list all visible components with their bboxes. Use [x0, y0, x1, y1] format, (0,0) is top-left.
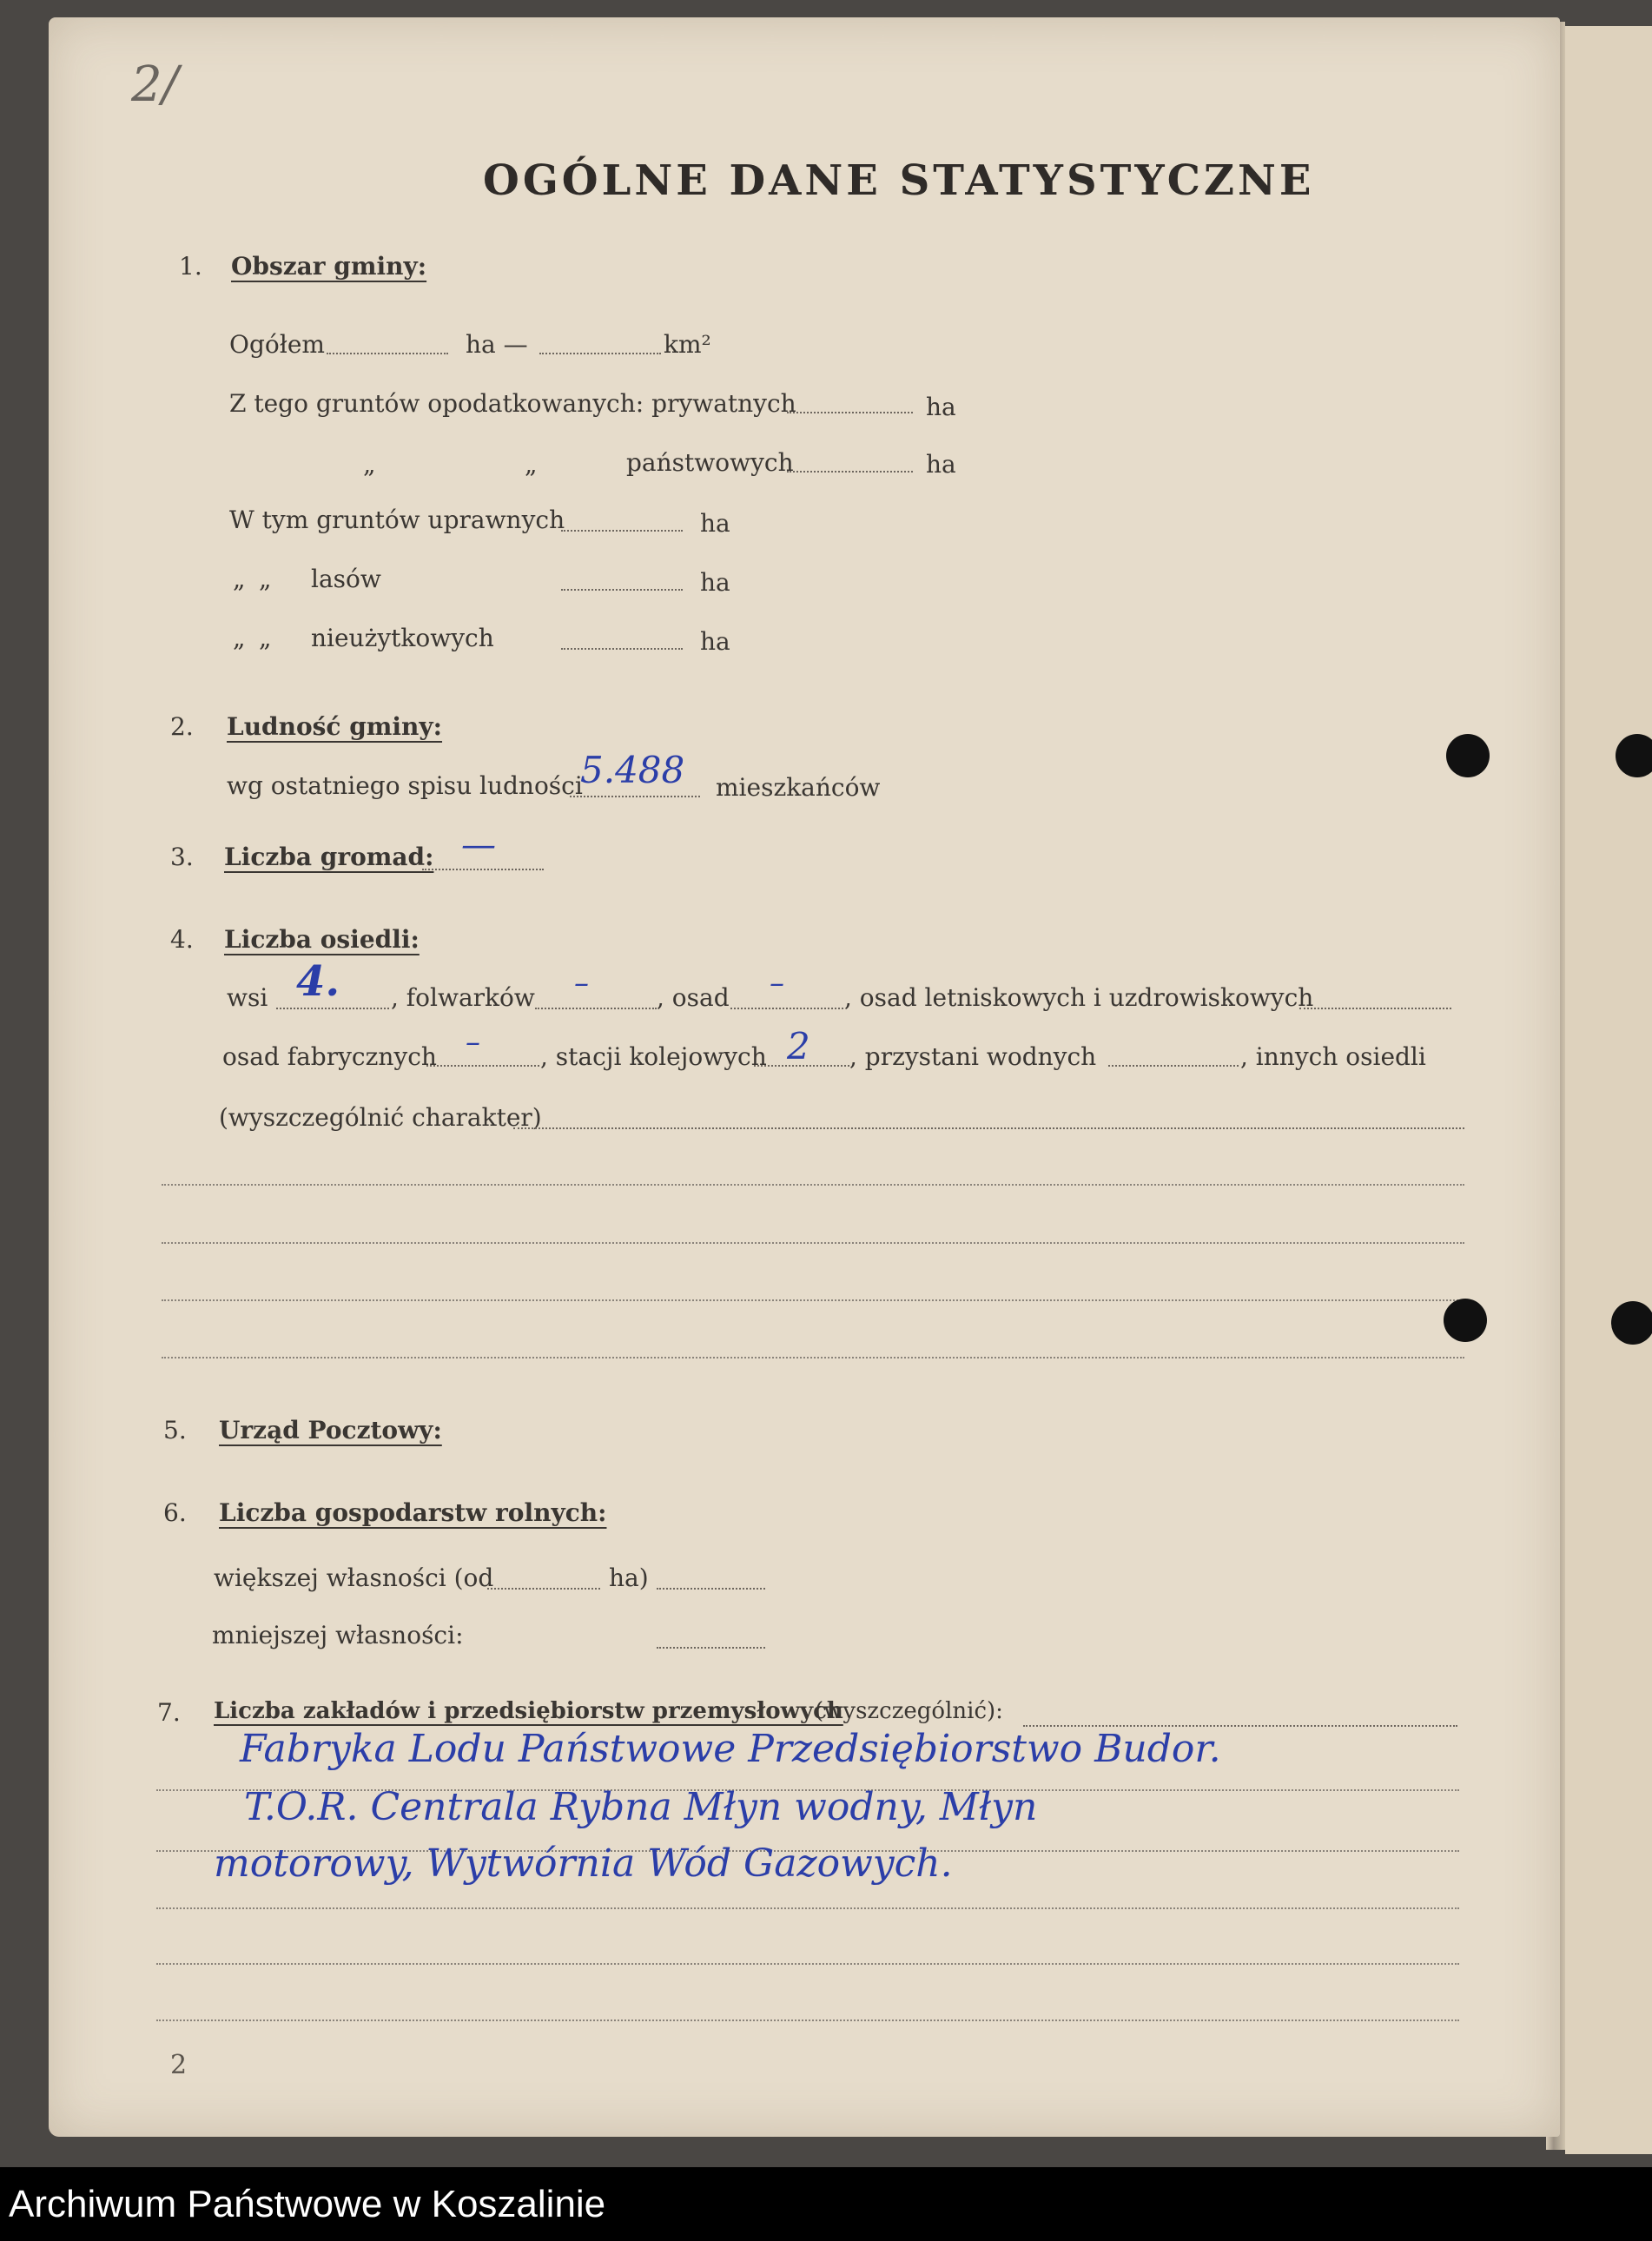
section-5-heading: Urząd Pocztowy:	[219, 1416, 442, 1444]
blank-line	[162, 1299, 1464, 1301]
ditto-mark: „	[259, 624, 272, 652]
panstwowych-field	[787, 471, 913, 473]
adjacent-page-edge	[1565, 26, 1652, 2154]
punch-hole	[1446, 734, 1490, 777]
punch-hole	[1611, 1301, 1652, 1345]
section-7-heading: Liczba zakładów i przedsiębiorstw przemysłowych	[214, 1698, 843, 1724]
ditto-mark: „	[233, 565, 246, 593]
section-7-number: 7.	[157, 1698, 181, 1727]
lasow-label: lasów	[311, 565, 381, 593]
folwarkow-field	[535, 1008, 657, 1009]
folwarkow-value: –	[574, 966, 589, 1001]
writing-line	[156, 1907, 1459, 1909]
przystani-field	[1108, 1065, 1239, 1067]
w-tym-label: W tym gruntów uprawnych	[229, 506, 565, 534]
ditto-mark: „	[233, 624, 246, 652]
section-1-heading: Obszar gminy:	[231, 252, 427, 281]
section-2-heading: Ludność gminy:	[227, 712, 443, 741]
punch-hole	[1444, 1299, 1487, 1342]
gromady-field	[422, 869, 544, 870]
gromady-value: —	[461, 825, 496, 865]
nieuzytkowych-label: nieużytkowych	[311, 624, 494, 652]
wg-spisu-label: wg ostatniego spisu ludności	[227, 771, 583, 800]
ogolem-label: Ogółem	[229, 330, 325, 359]
stacji-label: , stacji kolejowych	[540, 1042, 767, 1071]
prywatnych-ha: ha	[926, 393, 956, 421]
punch-hole	[1616, 734, 1652, 777]
handwritten-line-3: motorowy, Wytwórnia Wód Gazowych.	[214, 1841, 953, 1886]
wiekszej-field	[657, 1588, 765, 1590]
prywatnych-field	[787, 412, 913, 413]
wiekszej-label: większej własności (od	[214, 1563, 494, 1592]
fabrycznych-label: osad fabrycznych	[222, 1042, 437, 1071]
wyszczegolnic-label: (wyszczególnić charakter)	[219, 1103, 542, 1132]
letniskowych-label: , osad letniskowych i uzdrowiskowych	[844, 983, 1314, 1012]
section-6-heading: Liczba gospodarstw rolnych:	[219, 1498, 607, 1527]
blank-line	[162, 1184, 1464, 1186]
mniejszej-field	[657, 1647, 765, 1649]
mieszkancow-label: mieszkańców	[716, 773, 881, 802]
page-number: 2	[170, 2050, 188, 2080]
document-page	[49, 17, 1560, 2137]
handwritten-line-1: Fabryka Lodu Państwowe Przedsiębiorstwo Budor.	[240, 1727, 1221, 1771]
section-7-wyszczegolnic: (wyszczególnić):	[815, 1698, 1003, 1724]
osad-label: , osad	[657, 983, 730, 1012]
handwritten-line-2: T.O.R. Centrala Rybna Młyn wodny, Młyn	[244, 1785, 1038, 1829]
page-title: OGÓLNE DANE STATYSTYCZNE	[483, 156, 1315, 205]
km2-label: km²	[664, 330, 711, 359]
osad-field	[730, 1008, 843, 1009]
corner-mark: 2/	[131, 56, 179, 113]
letniskowych-field	[1299, 1008, 1451, 1009]
section-3-heading: Liczba gromad:	[224, 843, 434, 871]
wsi-value: 4.	[296, 957, 340, 1006]
ditto-mark: „	[259, 565, 272, 593]
mniejszej-label: mniejszej własności:	[212, 1621, 464, 1649]
section-4-heading: Liczba osiedli:	[224, 925, 420, 954]
fabrycznych-field	[426, 1065, 539, 1067]
wsi-label: wsi	[227, 983, 268, 1012]
ditto-mark: „	[363, 450, 376, 479]
uprawnych-ha: ha	[700, 509, 730, 538]
section-5-number: 5.	[163, 1416, 187, 1444]
ogolem-ha-field	[327, 353, 448, 354]
innych-label: , innych osiedli	[1240, 1042, 1426, 1071]
section-2-number: 2.	[170, 712, 194, 741]
writing-line	[156, 2020, 1459, 2021]
lasow-field	[561, 589, 683, 591]
ludnosc-value: 5.488	[580, 749, 685, 791]
charakter-field	[513, 1127, 1464, 1129]
ha-paren-label: ha)	[609, 1563, 649, 1592]
uprawnych-field	[561, 530, 683, 532]
panstwowych-ha: ha	[926, 450, 956, 479]
writing-line	[156, 1963, 1459, 1965]
osad-value: –	[770, 966, 784, 1001]
nieuzytkowych-field	[561, 648, 683, 650]
ha-dash-label: ha —	[466, 330, 528, 359]
nieuzytkowych-ha: ha	[700, 627, 730, 656]
archive-caption: Archiwum Państwowe w Koszalinie	[0, 2167, 1652, 2241]
folwarkow-label: , folwarków	[391, 983, 535, 1012]
ogolem-km-field	[539, 353, 661, 354]
fabrycznych-value: –	[466, 1025, 480, 1060]
z-tego-label: Z tego gruntów opodatkowanych: prywatnych	[229, 389, 796, 418]
panstwowych-label: państwowych	[626, 448, 794, 477]
section-4-number: 4.	[170, 925, 194, 954]
section-1-number: 1.	[179, 252, 202, 281]
section-3-number: 3.	[170, 843, 194, 871]
ludnosc-field	[570, 796, 700, 797]
przystani-label: , przystani wodnych	[849, 1042, 1097, 1071]
wsi-field	[276, 1008, 389, 1009]
stacji-value: 2	[787, 1025, 810, 1068]
lasow-ha: ha	[700, 568, 730, 597]
ditto-mark: „	[525, 450, 538, 479]
section-6-number: 6.	[163, 1498, 187, 1527]
blank-line	[162, 1357, 1464, 1358]
blank-line	[162, 1242, 1464, 1244]
wiekszej-od-field	[487, 1588, 600, 1590]
